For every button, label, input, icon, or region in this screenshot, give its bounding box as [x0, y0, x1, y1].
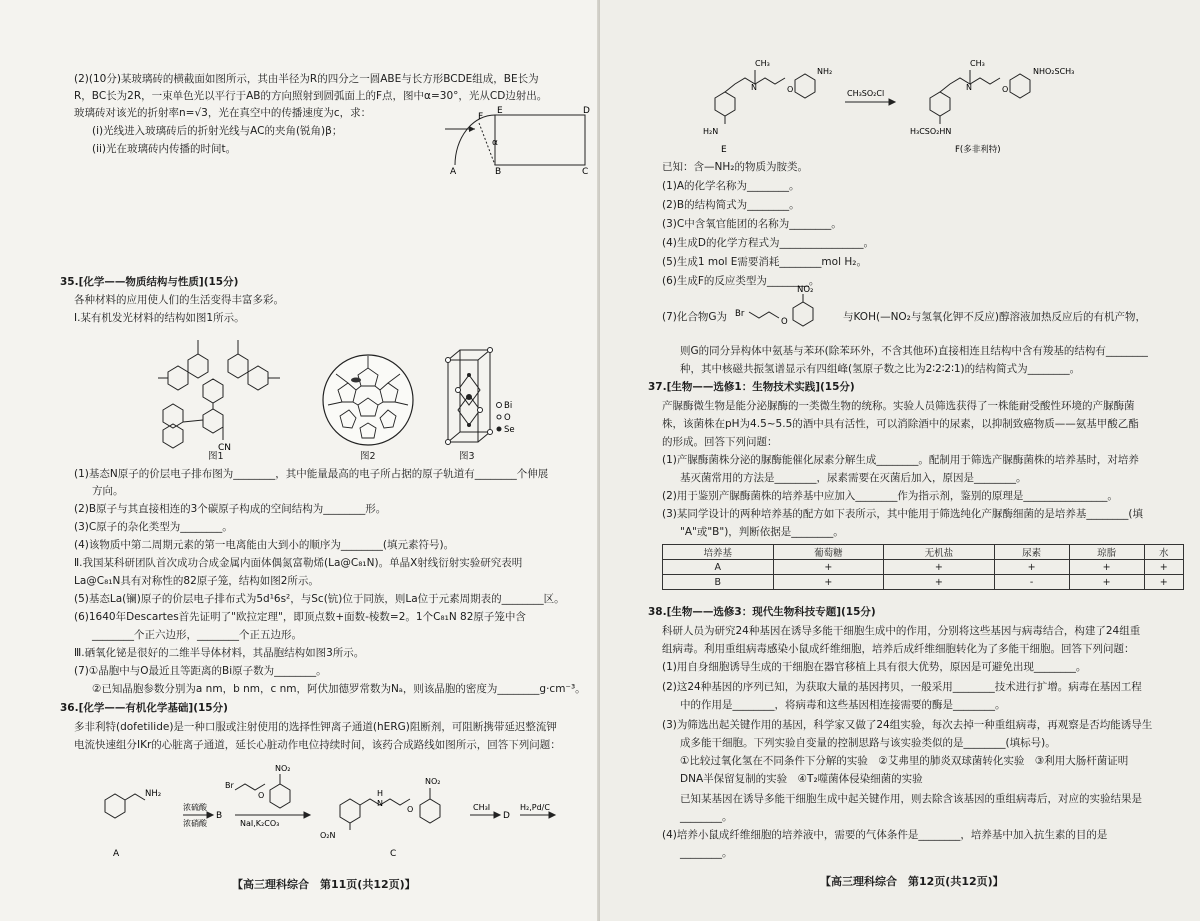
q36-1: (1)A的化学名称为________。: [662, 180, 800, 192]
label-F: F: [478, 112, 484, 122]
q36-intro-2: 电流快速组分IKr的心脏离子通道，延长心脏动作电位持续时间，该药合成路线如图所示，回答下列问题：: [74, 739, 561, 751]
label-alpha: α: [492, 138, 498, 148]
q35-2: (2)B原子与其直接相连的3个碳原子构成的空间结构为________形。: [74, 503, 387, 515]
medium-table: [662, 544, 1184, 590]
scheme-label-b: B: [216, 811, 223, 821]
g-no2: NO₂: [797, 285, 814, 295]
table-row: [663, 560, 1184, 575]
table-cell: +: [1144, 575, 1183, 590]
scheme-label-c: C: [390, 849, 397, 859]
f-h3cso2hn: H₃CSO₂HN: [910, 127, 952, 136]
e-nh2: NH₂: [817, 67, 833, 76]
q34-line-2: R，BC长为2R，一束单色光以平行于AB的方向照射到圆弧面上的F点，图中α=30°，光从CD边射出。: [74, 90, 548, 102]
figure-2-fullerene: [318, 350, 418, 450]
table-cell: +: [773, 560, 884, 575]
table-cell: +: [1144, 560, 1183, 575]
q34-sub-i: (i)光线进入玻璃砖后的折射光线与AC的夹角(锐角)β；: [92, 125, 343, 137]
table-cell: +: [884, 560, 995, 575]
scheme-arrow2-bottom: NaI,K₂CO₃: [240, 819, 280, 828]
table-row: [663, 575, 1184, 590]
synthesis-scheme-part2: [695, 40, 1195, 160]
q35-7-1: (7)①晶胞中与O最近且等距离的Bi原子数为________。: [74, 665, 327, 677]
table-header: 培养基: [663, 545, 774, 560]
e-o: O: [787, 85, 794, 94]
q34-line-1: (2)(10分)某玻璃砖的横截面如图所示，其由半径为R的四分之一圆ABE与长方形BCDE组成，BE长为: [74, 73, 539, 85]
table-cell: A: [663, 560, 774, 575]
q35-1-cont: 方向。: [92, 485, 124, 497]
q38-line-1: 科研人员为研究24种基因在诱导多能干细胞生成中的作用，分别将这些基因与病毒结合，构建了24组重: [662, 625, 1141, 637]
scheme-arrow4-top: H₂,Pd/C: [520, 803, 550, 812]
q38-1: (1)用自身细胞诱导生成的干细胞在器官移植上具有很大优势，原因是可避免出现________。: [662, 661, 1087, 673]
f-nhso2: NHO₂SCH₃: [1033, 67, 1075, 76]
fig1-caption: 图1: [208, 451, 224, 462]
synthesis-scheme-part1: [95, 760, 595, 860]
legend-o: O: [504, 413, 511, 423]
q38-4-blank: ________。: [680, 847, 733, 859]
q37-2: (2)用于鉴别产脲酶菌株的培养基中应加入________作为指示剂，鉴别的原理是________________。: [662, 490, 1118, 502]
exam-page-12: [600, 0, 1200, 921]
q36-5: (5)生成1 mol E需要消耗________mol H₂。: [662, 256, 867, 268]
e-ch3: CH₃: [755, 59, 770, 68]
q37-title: 37.[生物——选修1：生物技术实践](15分): [648, 381, 855, 393]
scheme-label-a: A: [113, 849, 120, 859]
q35-6: (6)1640年Descartes首先证明了"欧拉定理"，即顶点数+面数-棱数=2。1个C₈₁N 82原子笼中含: [74, 611, 526, 623]
ef-arrow-top: CH₃SO₂Cl: [847, 89, 885, 98]
scheme-arrow1-bottom: 浓硝酸: [183, 819, 207, 828]
table-header: 水: [1144, 545, 1183, 560]
scheme-reagent-br: Br: [225, 781, 234, 790]
q38-3-options: ①比较过氧化氢在不同条件下分解的实验 ②艾弗里的肺炎双球菌转化实验 ③利用大肠杆菌证明: [680, 755, 1129, 767]
q36-7-line-2: 种，其中核磁共振氢谱显示有四组峰(氢原子数之比为2∶2∶2∶1)的结构简式为________。: [680, 363, 1081, 375]
q37-line-3: 的形成。回答下列问题：: [662, 436, 778, 448]
q36-3: (3)C中含氧官能团的名称为________。: [662, 218, 842, 230]
q35-part1: Ⅰ.某有机发光材料的结构如图1所示。: [74, 312, 245, 324]
q37-1: (1)产脲酶菌株分泌的脲酶能催化尿素分解生成________。配制用于筛选产脲酶菌株的培养基时，对培养: [662, 454, 1139, 466]
q38-2-cont: 中的作用是________，将病毒和这些基因相连接需要的酶是________。: [680, 699, 1006, 711]
table-header: 葡萄糖: [773, 545, 884, 560]
scheme-c-no2: NO₂: [425, 777, 441, 786]
q38-line-2: 组病毒。利用重组病毒感染小鼠成纤维细胞，培养后成纤维细胞转化为了多能干细胞。回答下列问题：: [662, 643, 1135, 655]
table-cell: +: [884, 575, 995, 590]
g-o: O: [781, 317, 788, 327]
g-br: Br: [735, 309, 745, 319]
table-cell: -: [994, 575, 1069, 590]
fig3-caption: 图3: [459, 451, 475, 462]
q34-sub-ii: (ii)光在玻璃砖内传播的时间t。: [92, 143, 237, 155]
q35-intro: 各种材料的应用使人们的生活变得丰富多彩。: [74, 294, 284, 306]
q35-4: (4)该物质中第二周期元素的第一电离能由大到小的顺序为________(填元素符号)。: [74, 539, 455, 551]
q36-7-suffix: 与KOH(—NO₂与氢氧化钾不反应)醇溶液加热反应后的有机产物，: [843, 311, 1146, 323]
scheme-c-o2n: O₂N: [320, 831, 336, 840]
scheme-label-d: D: [503, 811, 510, 821]
q35-1: (1)基态N原子的价层电子排布图为________，其中能量最高的电子所占据的原子轨道有________个伸展: [74, 468, 549, 480]
q35-7-2: ②已知晶胞参数分别为a nm，b nm，c nm，阿伏加德罗常数为Nₐ，则该晶胞的密度为________g·cm⁻³。: [92, 683, 586, 695]
scheme-arrow1-top: 浓硫酸: [183, 803, 207, 812]
figure-3-crystal-cell: [440, 345, 530, 450]
figure-1-molecule: [148, 330, 298, 455]
fig2-caption: 图2: [360, 451, 376, 462]
scheme-a-nh2: NH₂: [145, 789, 162, 799]
q38-3: (3)为筛选出起关键作用的基因，科学家又做了24组实验，每次去掉一种重组病毒，再观察是否均能诱导生: [662, 719, 1153, 731]
compound-g-structure: [735, 282, 840, 337]
q36-title: 36.[化学——有机化学基础](15分): [60, 702, 228, 714]
scheme-c-n: N: [377, 799, 383, 808]
scheme-arrow3-top: CH₃I: [473, 803, 491, 812]
table-cell: +: [1069, 560, 1144, 575]
f-n: N: [966, 83, 972, 92]
q36-2: (2)B的结构简式为________。: [662, 199, 800, 211]
q36-7-prefix: (7)化合物G为: [662, 311, 728, 323]
q38-3-cont: 成多能干细胞。下列实验自变量的控制思路与该实验类似的是________(填标号)。: [680, 737, 1056, 749]
q36-4: (4)生成D的化学方程式为________________。: [662, 237, 874, 249]
q35-part3: Ⅲ.硒氧化铋是很好的二维半导体材料，其晶胞结构如图3所示。: [74, 647, 365, 659]
q36-known: 已知：含—NH₂的物质为胺类。: [662, 161, 808, 173]
q37-line-2: 株，该菌株在pH为4.5~5.5的酒中具有活性，可以消除酒中的尿素，以抑制致癌物质——氨基甲酸乙酯: [662, 418, 1139, 430]
legend-bi: Bi: [504, 401, 513, 411]
scheme-reagent-no2: NO₂: [275, 764, 291, 773]
scheme-c-o: O: [407, 805, 414, 814]
fig1-cn-label: CN: [218, 443, 232, 453]
label-A: A: [450, 167, 457, 175]
q35-part2-cont: La@C₈₁N具有对称性的82原子笼，结构如图2所示。: [74, 575, 319, 587]
f-label: F(多非利特): [955, 145, 1001, 155]
label-D: D: [583, 106, 590, 116]
f-o: O: [1002, 85, 1009, 94]
q38-4: (4)培养小鼠成纤维细胞的培养液中，需要的气体条件是________，培养基中加入抗生素的目的是: [662, 829, 1108, 841]
q38-3-blank: ________。: [680, 811, 733, 823]
q38-2: (2)这24种基因的序列已知，为获取大量的基因拷贝，一般采用________技术进行扩增。病毒在基因工程: [662, 681, 1142, 693]
table-header: 尿素: [994, 545, 1069, 560]
q37-1-cont: 基灭菌常用的方法是________，尿素需要在灭菌后加入，原因是________。: [680, 472, 1027, 484]
table-cell: B: [663, 575, 774, 590]
label-E: E: [497, 106, 503, 116]
q34-line-3: 玻璃砖对该光的折射率n=√3，光在真空中的传播速度为c，求：: [74, 107, 372, 119]
e-n: N: [751, 83, 757, 92]
q37-line-1: 产脲酶微生物是能分泌脲酶的一类微生物的统称。实验人员筛选获得了一株能耐受酸性环境的产脲酶菌: [662, 400, 1135, 412]
q35-part2: Ⅱ.我国某科研团队首次成功合成金属内面体偶氮富勒烯(La@C₈₁N)。单晶X射线衍射实验研究表明: [74, 557, 523, 569]
q35-5: (5)基态La(镧)原子的价层电子排布式为5d¹6s²，与Sc(钪)位于同族，则La位于元素周期表的________区。: [74, 593, 565, 605]
table-header-row: [663, 545, 1184, 560]
table-cell: +: [994, 560, 1069, 575]
table-cell: +: [1069, 575, 1144, 590]
page-12-footer: 【高三理科综合 第12页(共12页)】: [820, 875, 1004, 888]
q38-3-options-cont: DNA半保留复制的实验 ④T₂噬菌体侵染细菌的实验: [680, 773, 923, 785]
q35-6-cont: ________个正六边形，________个正五边形。: [92, 629, 302, 641]
f-ch3: CH₃: [970, 59, 985, 68]
legend-se: Se: [504, 425, 515, 435]
label-C: C: [582, 167, 589, 175]
page-11-footer: 【高三理科综合 第11页(共12页)】: [232, 878, 416, 891]
q38-3-known: 已知某基因在诱导多能干细胞生成中起关键作用，则去除含该基因的重组病毒后，对应的实验结果是: [680, 793, 1142, 805]
q35-title: 35.[化学——物质结构与性质](15分): [60, 276, 239, 288]
glass-brick-figure: [445, 105, 595, 175]
e-label: E: [721, 145, 727, 155]
scheme-c-h: H: [377, 789, 384, 798]
q36-intro-1: 多非利特(dofetilide)是一种口服或注射使用的选择性钾离子通道(hERG)阻断剂，可阻断携带延迟整流钾: [74, 721, 557, 733]
q37-3: (3)某同学设计的两种培养基的配方如下表所示，其中能用于筛选纯化产脲酶细菌的是培养基________(填: [662, 508, 1143, 520]
table-header: 琼脂: [1069, 545, 1144, 560]
q36-7-line-1: 则G的同分异构体中氨基与苯环(除苯环外，不含其他环)直接相连且结构中含有羧基的结构有________: [680, 345, 1148, 357]
q35-3: (3)C原子的杂化类型为________。: [74, 521, 233, 533]
q36-6: (6)生成F的反应类型为________。: [662, 275, 820, 287]
q38-title: 38.[生物——选修3：现代生物科技专题](15分): [648, 606, 876, 618]
table-header: 无机盐: [884, 545, 995, 560]
q37-3-cont: "A"或"B")，判断依据是________。: [680, 526, 844, 538]
label-B: B: [495, 167, 502, 175]
e-h2n: H₂N: [703, 127, 719, 136]
table-cell: +: [773, 575, 884, 590]
scheme-reagent-o: O: [258, 791, 265, 800]
